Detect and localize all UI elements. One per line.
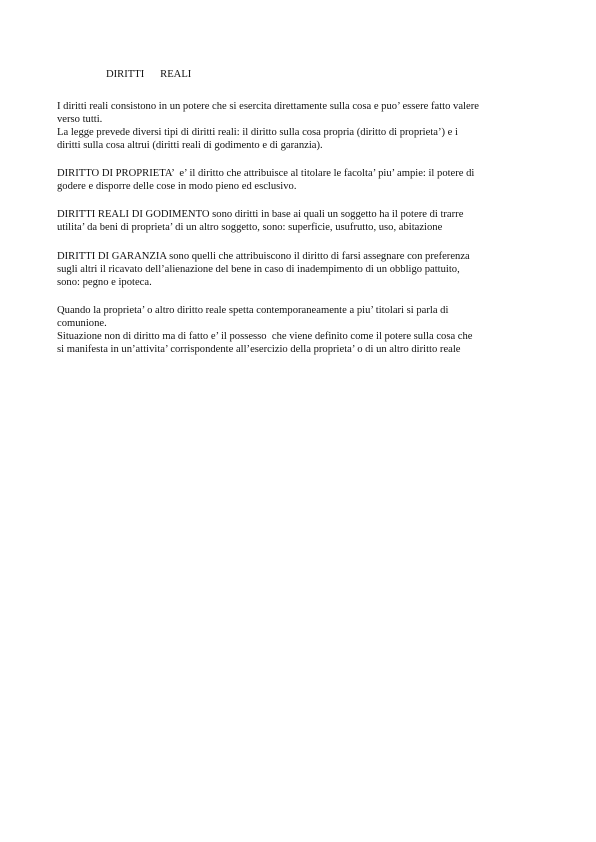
text-line: sugli altri il ricavato dell’alienazione del bene in caso di inadempimento di un obbligo pattuito, [57,264,460,275]
text-line: verso tutti. [57,114,103,125]
text-line: I diritti reali consistono in un potere che si esercita direttamente sulla cosa e puo’ essere fatto valere [57,101,479,112]
text-line: sono: pegno e ipoteca. [57,277,152,288]
text-line: Quando la proprieta’ o altro diritto reale spetta contemporaneamente a piu’ titolari si parla di [57,305,449,316]
text-line: La legge prevede diversi tipi di diritti reali: il diritto sulla cosa propria (diritto di proprieta’) e i [57,127,458,138]
text-line: godere e disporre delle cose in modo pieno ed esclusivo. [57,181,297,192]
document-title: DIRITTI REALI [106,69,192,80]
text-line: DIRITTI REALI DI GODIMENTO sono diritti in base ai quali un soggetto ha il potere di trarre [57,209,464,220]
text-line: comunione. [57,318,107,329]
text-line: DIRITTI DI GARANZIA sono quelli che attribuiscono il diritto di farsi assegnare con preferenza [57,251,470,262]
text-line: Situazione non di diritto ma di fatto e’ il possesso che viene definito come il potere sulla cosa che [57,331,473,342]
text-line: si manifesta in un’attivita’ corrispondente all’esercizio della proprieta’ o di un altro diritto reale [57,344,461,355]
text-line: DIRITTO DI PROPRIETA’ e’ il diritto che attribuisce al titolare le facolta’ piu’ ampie: il potere di [57,168,475,179]
text-line: utilita’ da beni di proprieta’ di un altro soggetto, sono: superficie, usufrutto, uso, abitazione [57,222,443,233]
text-line: diritti sulla cosa altrui (diritti reali di godimento e di garanzia). [57,140,323,151]
